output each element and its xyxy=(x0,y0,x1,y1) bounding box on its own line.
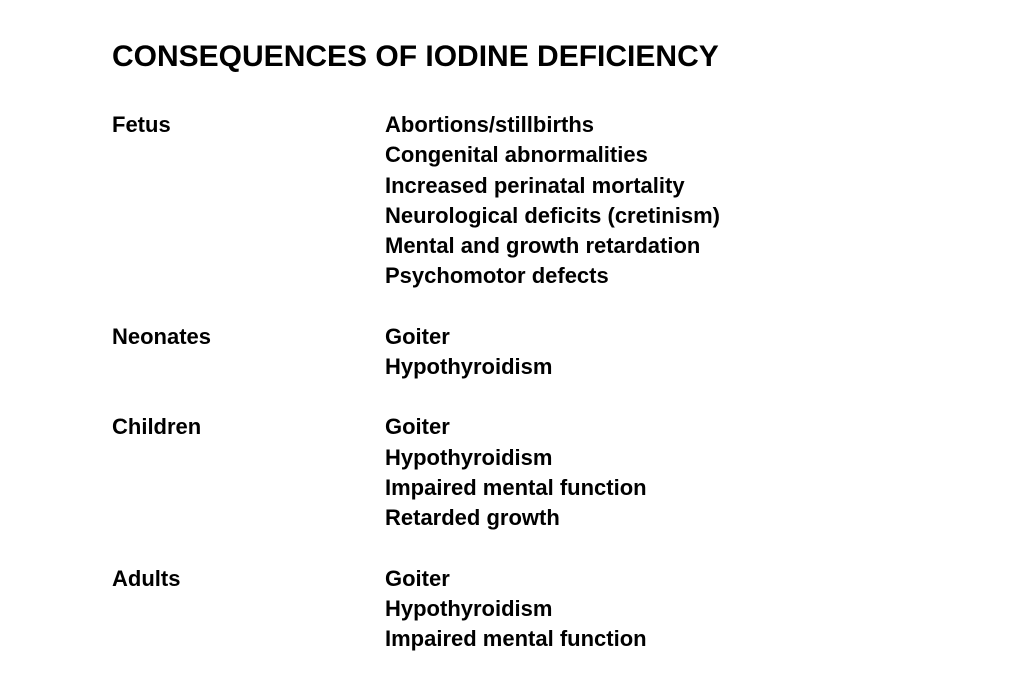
effect-item: Hypothyroidism xyxy=(385,595,553,621)
effect-list xyxy=(385,110,720,292)
consequence-groups xyxy=(112,110,720,684)
effect-item: Goiter xyxy=(385,414,450,440)
effect-item: Goiter xyxy=(385,565,450,591)
effect-list xyxy=(385,322,552,383)
group-neonates xyxy=(112,322,720,383)
group-adults xyxy=(112,564,720,655)
effect-list xyxy=(385,412,647,533)
effect-item: Goiter xyxy=(385,323,450,349)
group-label: Children xyxy=(112,414,202,440)
effect-item: Neurological deficits (cretinism) xyxy=(385,202,720,228)
effect-item: Mental and growth retardation xyxy=(385,233,701,259)
effect-item: Abortions/stillbirths xyxy=(385,112,594,137)
slide-title: CONSEQUENCES OF IODINE DEFICIENCY xyxy=(112,40,719,73)
effect-item: Congenital abnormalities xyxy=(385,142,648,168)
effect-item: Hypothyroidism xyxy=(385,444,553,470)
effect-item: Increased perinatal mortality xyxy=(385,172,685,198)
group-label: Adults xyxy=(112,565,181,591)
group-label: Neonates xyxy=(112,323,212,349)
effect-list xyxy=(385,564,647,655)
effect-item: Psychomotor defects xyxy=(385,263,609,289)
group-fetus xyxy=(112,110,720,292)
effect-item: Hypothyroidism xyxy=(385,354,553,380)
effect-item: Impaired mental function xyxy=(385,474,647,500)
group-label: Fetus xyxy=(112,112,171,137)
group-children xyxy=(112,412,720,533)
effect-item: Retarded growth xyxy=(385,505,560,531)
effect-item: Impaired mental function xyxy=(385,626,647,652)
